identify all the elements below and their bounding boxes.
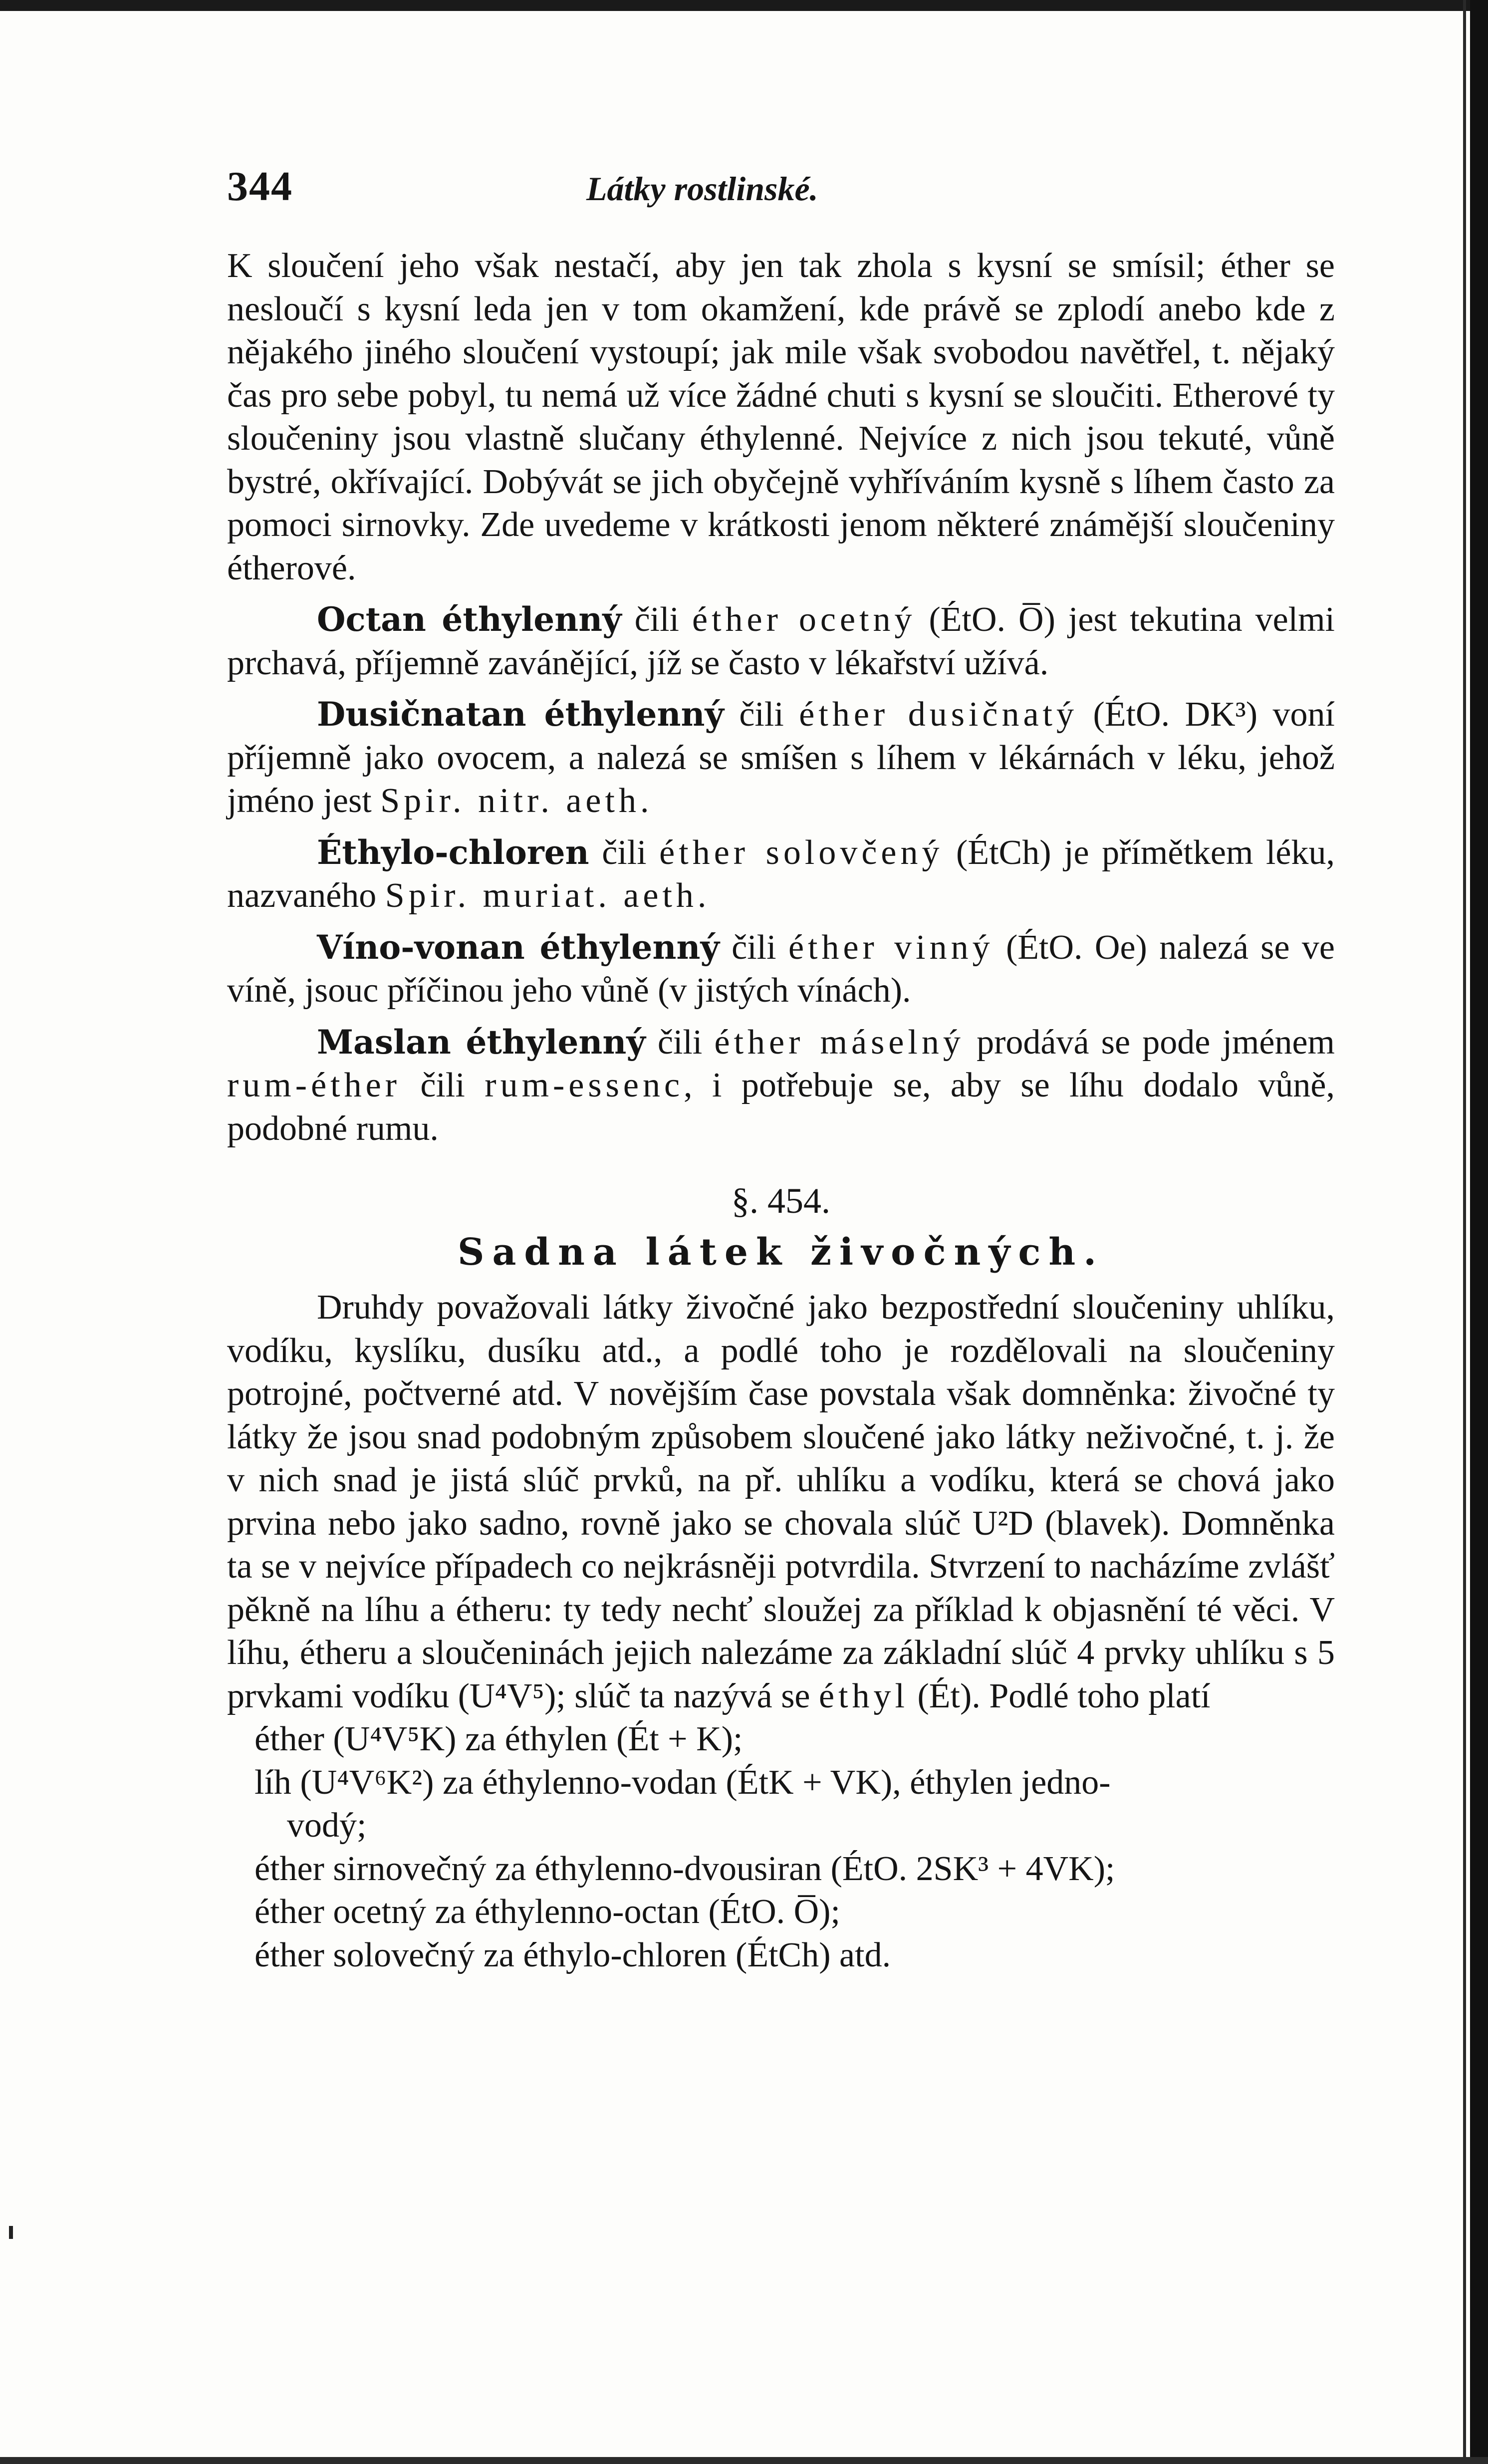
entry-vino-vonan: Víno-vonan éthylenný čili éther vinný (ÉtO. Oe) nalezá se ve víně, jsouc příčinou jeho vůně (v jistých vínách).: [227, 927, 1335, 1010]
formula-line: éther ocetný za éthylenno-octan (ÉtO. O̅);: [254, 1893, 840, 1931]
scan-right-border: [1470, 0, 1488, 2464]
entry-term: Éthylo-chloren: [317, 832, 589, 872]
entry-term: Dusičnatan éthylenný: [317, 695, 724, 734]
entry-term: Víno-vonan éthylenný: [317, 927, 720, 967]
formula-line: éther solovečný za éthylo-chloren (ÉtCh) atd.: [254, 1935, 891, 1974]
page-header: [227, 162, 1325, 217]
formula-line: éther sirnovečný za éthylenno-dvousiran (ÉtO. 2SK³ + 4VK);: [254, 1849, 1115, 1888]
drug-name: Spir. nitr. aeth.: [380, 782, 653, 820]
drug-name: Spir. muriat. aeth.: [385, 876, 711, 915]
product-name: rum-éther: [227, 1066, 401, 1104]
scan-top-border: [0, 0, 1488, 11]
entry-synonym: éther vinný: [788, 928, 994, 967]
entry-octan: Octan éthylenný čili éther ocetný (ÉtO. O̅) jest tekutina velmi prchavá, příjemně zavánějící, jíž se často v lékařství užívá.: [227, 600, 1335, 682]
section-title: Sadna látek živočných.: [458, 1231, 1104, 1274]
section-number: §. 454.: [732, 1181, 830, 1221]
scan-right-edge-line: [1463, 0, 1466, 2464]
ethyl-term: éthyl: [819, 1676, 909, 1715]
running-head: Látky rostlinské.: [586, 170, 818, 208]
entry-synonym: éther máselný: [714, 1023, 965, 1062]
entry-term: Octan éthylenný: [317, 600, 622, 639]
page-number: 344: [227, 163, 293, 210]
scan-speck: [9, 2226, 13, 2239]
formula-line: éther (U⁴V⁵K) za éthylen (Ét + K);: [254, 1720, 743, 1758]
entry-dusicnatan: Dusičnatan éthylenný čili éther dusičnatý (ÉtO. DK³) voní příjemně jako ovocem, a nalezá se smíšen s líhem v lékárnách v léku, jehož jméno jest Spir. nitr. aeth.: [227, 695, 1335, 820]
product-name: rum-essenc: [485, 1066, 684, 1104]
formula-line: líh (U⁴V⁶K²) za éthylenno-vodan (ÉtK + VK), éthylen jedno-: [254, 1763, 1111, 1802]
page-body: [227, 245, 1335, 1977]
entry-synonym: éther ocetný: [692, 600, 916, 639]
entry-synonym: éther solovčený: [659, 833, 944, 872]
scan-bottom-border: [0, 2457, 1488, 2464]
section-paragraph: Druhdy považovali látky živočné jako bezpostřední sloučeniny uhlíku, vodíku, kyslíku, dusíku atd., a podlé toho je rozdělovali na sloučeniny potrojné, počtverné atd. V novějším čase povstala však domněnka: živočné ty látky že jsou snad podobným způsobem sloučené jako látky neživočné, t. j. že v nich snad je jistá slúč prvků, na př. uhlíku a vodíku, která se chová jako prvina nebo jako sadno, rovně jako se chovala slúč U²D (blavek). Domněnka ta se v nejvíce případech co nejkrásněji potvrdila. Stvrzení to nacházíme zvlášť pěkně na líhu a étheru: ty tedy nechť sloužej za příklad k objasnění té věci. V líhu, étheru a sloučeninách jejich nalezáme za základní slúč 4 prvky uhlíku s 5 prvkami vodíku (U⁴V⁵); slúč ta nazývá se éthyl (Ét). Podlé toho platí: [227, 1288, 1335, 1715]
formula-line-continued: vodý;: [287, 1806, 367, 1845]
entry-maslan: Maslan éthylenný čili éther máselný prodává se pode jménem rum-éther čili rum-essenc, i potřebuje se, aby se líhu dodalo vůně, podobné rumu.: [227, 1022, 1335, 1148]
entry-term: Maslan éthylenný: [317, 1022, 646, 1062]
intro-paragraph: K sloučení jeho však nestačí, aby jen tak zhola s kysní se smísil; éther se nesloučí s kysní leda jen v tom okamžení, kde právě se zplodí anebo kde z nějakého jiného sloučení vystoupí; jak mile však svobodou navětřel, t. nějaký čas pro sebe pobyl, tu nemá už více žádné chuti s kysní se sloučiti. Etherové ty sloučeniny jsou vlastně slučany éthylenné. Nejvíce z nich jsou tekuté, vůně bystré, okřívající. Dobývát se jich obyčejně vyhříváním kysně s líhem často za pomoci sirnovky. Zde uvedeme v krátkosti jenom některé známější sloučeniny étherové.: [227, 247, 1335, 587]
entry-synonym: éther dusičnatý: [799, 695, 1078, 734]
entry-ethylo-chloren: Éthylo-chloren čili éther solovčený (ÉtCh) je přímětkem léku, nazvaného Spir. muriat. aeth.: [227, 832, 1335, 915]
